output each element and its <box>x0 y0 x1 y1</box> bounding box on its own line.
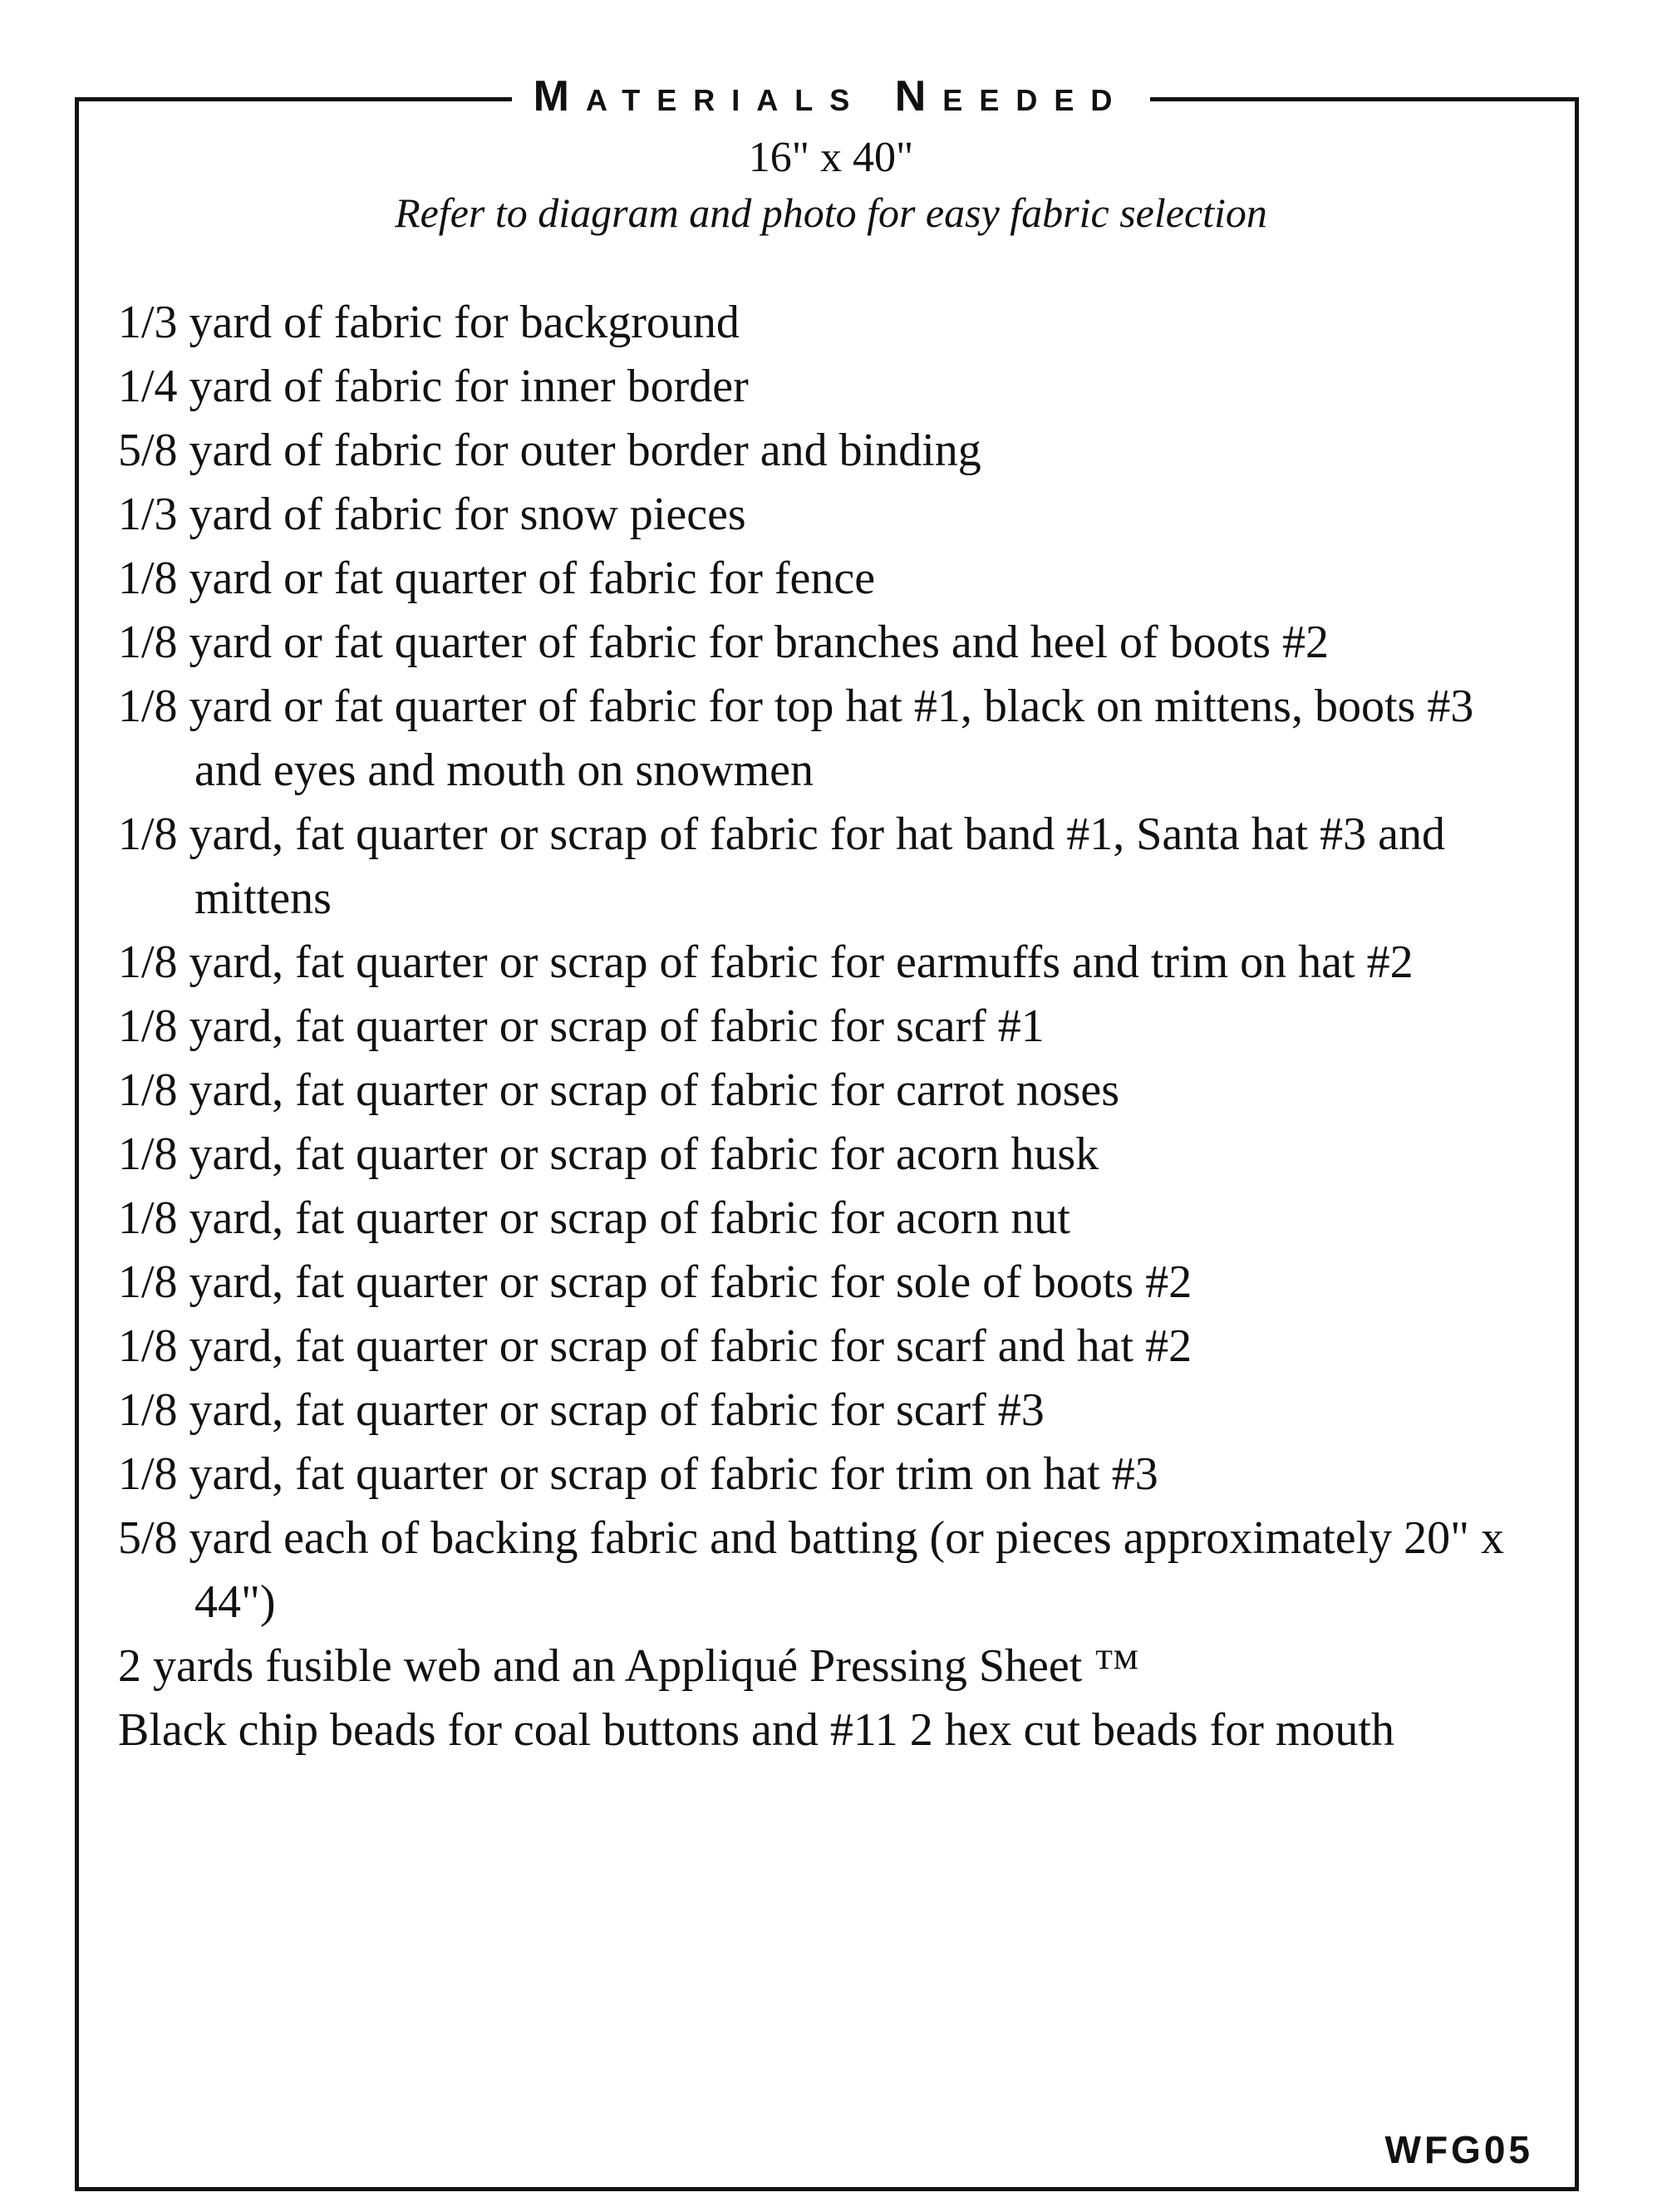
list-item: Black chip beads for coal buttons and #11 2 hex cut beads for mouth <box>118 1704 1394 1756</box>
pattern-code: WFG05 <box>1384 2128 1533 2171</box>
list-item: 1/8 yard, fat quarter or scrap of fabric for scarf and hat #2 <box>118 1320 1192 1372</box>
list-item: 1/8 yard, fat quarter or scrap of fabric for scarf #1 <box>118 1000 1045 1052</box>
list-item: 1/8 yard, fat quarter or scrap of fabric for earmuffs and trim on hat #2 <box>118 936 1414 988</box>
list-item: 1/8 yard, fat quarter or scrap of fabric for scarf #3 <box>118 1384 1045 1436</box>
list-item: 5/8 yard each of backing fabric and batting (or pieces approximately 20" x 44") <box>118 1512 1505 1628</box>
list-item: 1/8 yard or fat quarter of fabric for branches and heel of boots #2 <box>118 617 1329 668</box>
list-item: 1/8 yard or fat quarter of fabric for fence <box>118 553 876 604</box>
list-item: 2 yards fusible web and an Appliqué Pressing Sheet ™ <box>118 1640 1140 1692</box>
quilt-size: 16" x 40" <box>748 134 914 181</box>
list-item: 1/3 yard of fabric for background <box>118 297 740 348</box>
list-item: 1/8 yard, fat quarter or scrap of fabric for trim on hat #3 <box>118 1448 1158 1500</box>
list-item: 1/8 yard, fat quarter or scrap of fabric for acorn nut <box>118 1192 1070 1244</box>
list-item: 5/8 yard of fabric for outer border and binding <box>118 425 981 476</box>
list-item: 1/8 yard, fat quarter or scrap of fabric for carrot noses <box>118 1064 1120 1116</box>
list-item: 1/8 yard, fat quarter or scrap of fabric for sole of boots #2 <box>118 1256 1192 1308</box>
list-item: 1/4 yard of fabric for inner border <box>118 361 749 412</box>
page-title: Materials Needed <box>512 68 1151 125</box>
list-item: 1/8 yard, fat quarter or scrap of fabric for acorn husk <box>118 1128 1099 1180</box>
list-item: 1/8 yard or fat quarter of fabric for top hat #1, black on mittens, boots #3 and eyes and mouth on snowmen <box>118 681 1474 796</box>
subtitle: Refer to diagram and photo for easy fabric selection <box>395 189 1267 236</box>
list-item: 1/3 yard of fabric for snow pieces <box>118 489 746 540</box>
list-item: 1/8 yard, fat quarter or scrap of fabric for hat band #1, Santa hat #3 and mittens <box>118 809 1445 924</box>
materials-list <box>118 291 1531 1762</box>
heading-row <box>0 68 1662 125</box>
